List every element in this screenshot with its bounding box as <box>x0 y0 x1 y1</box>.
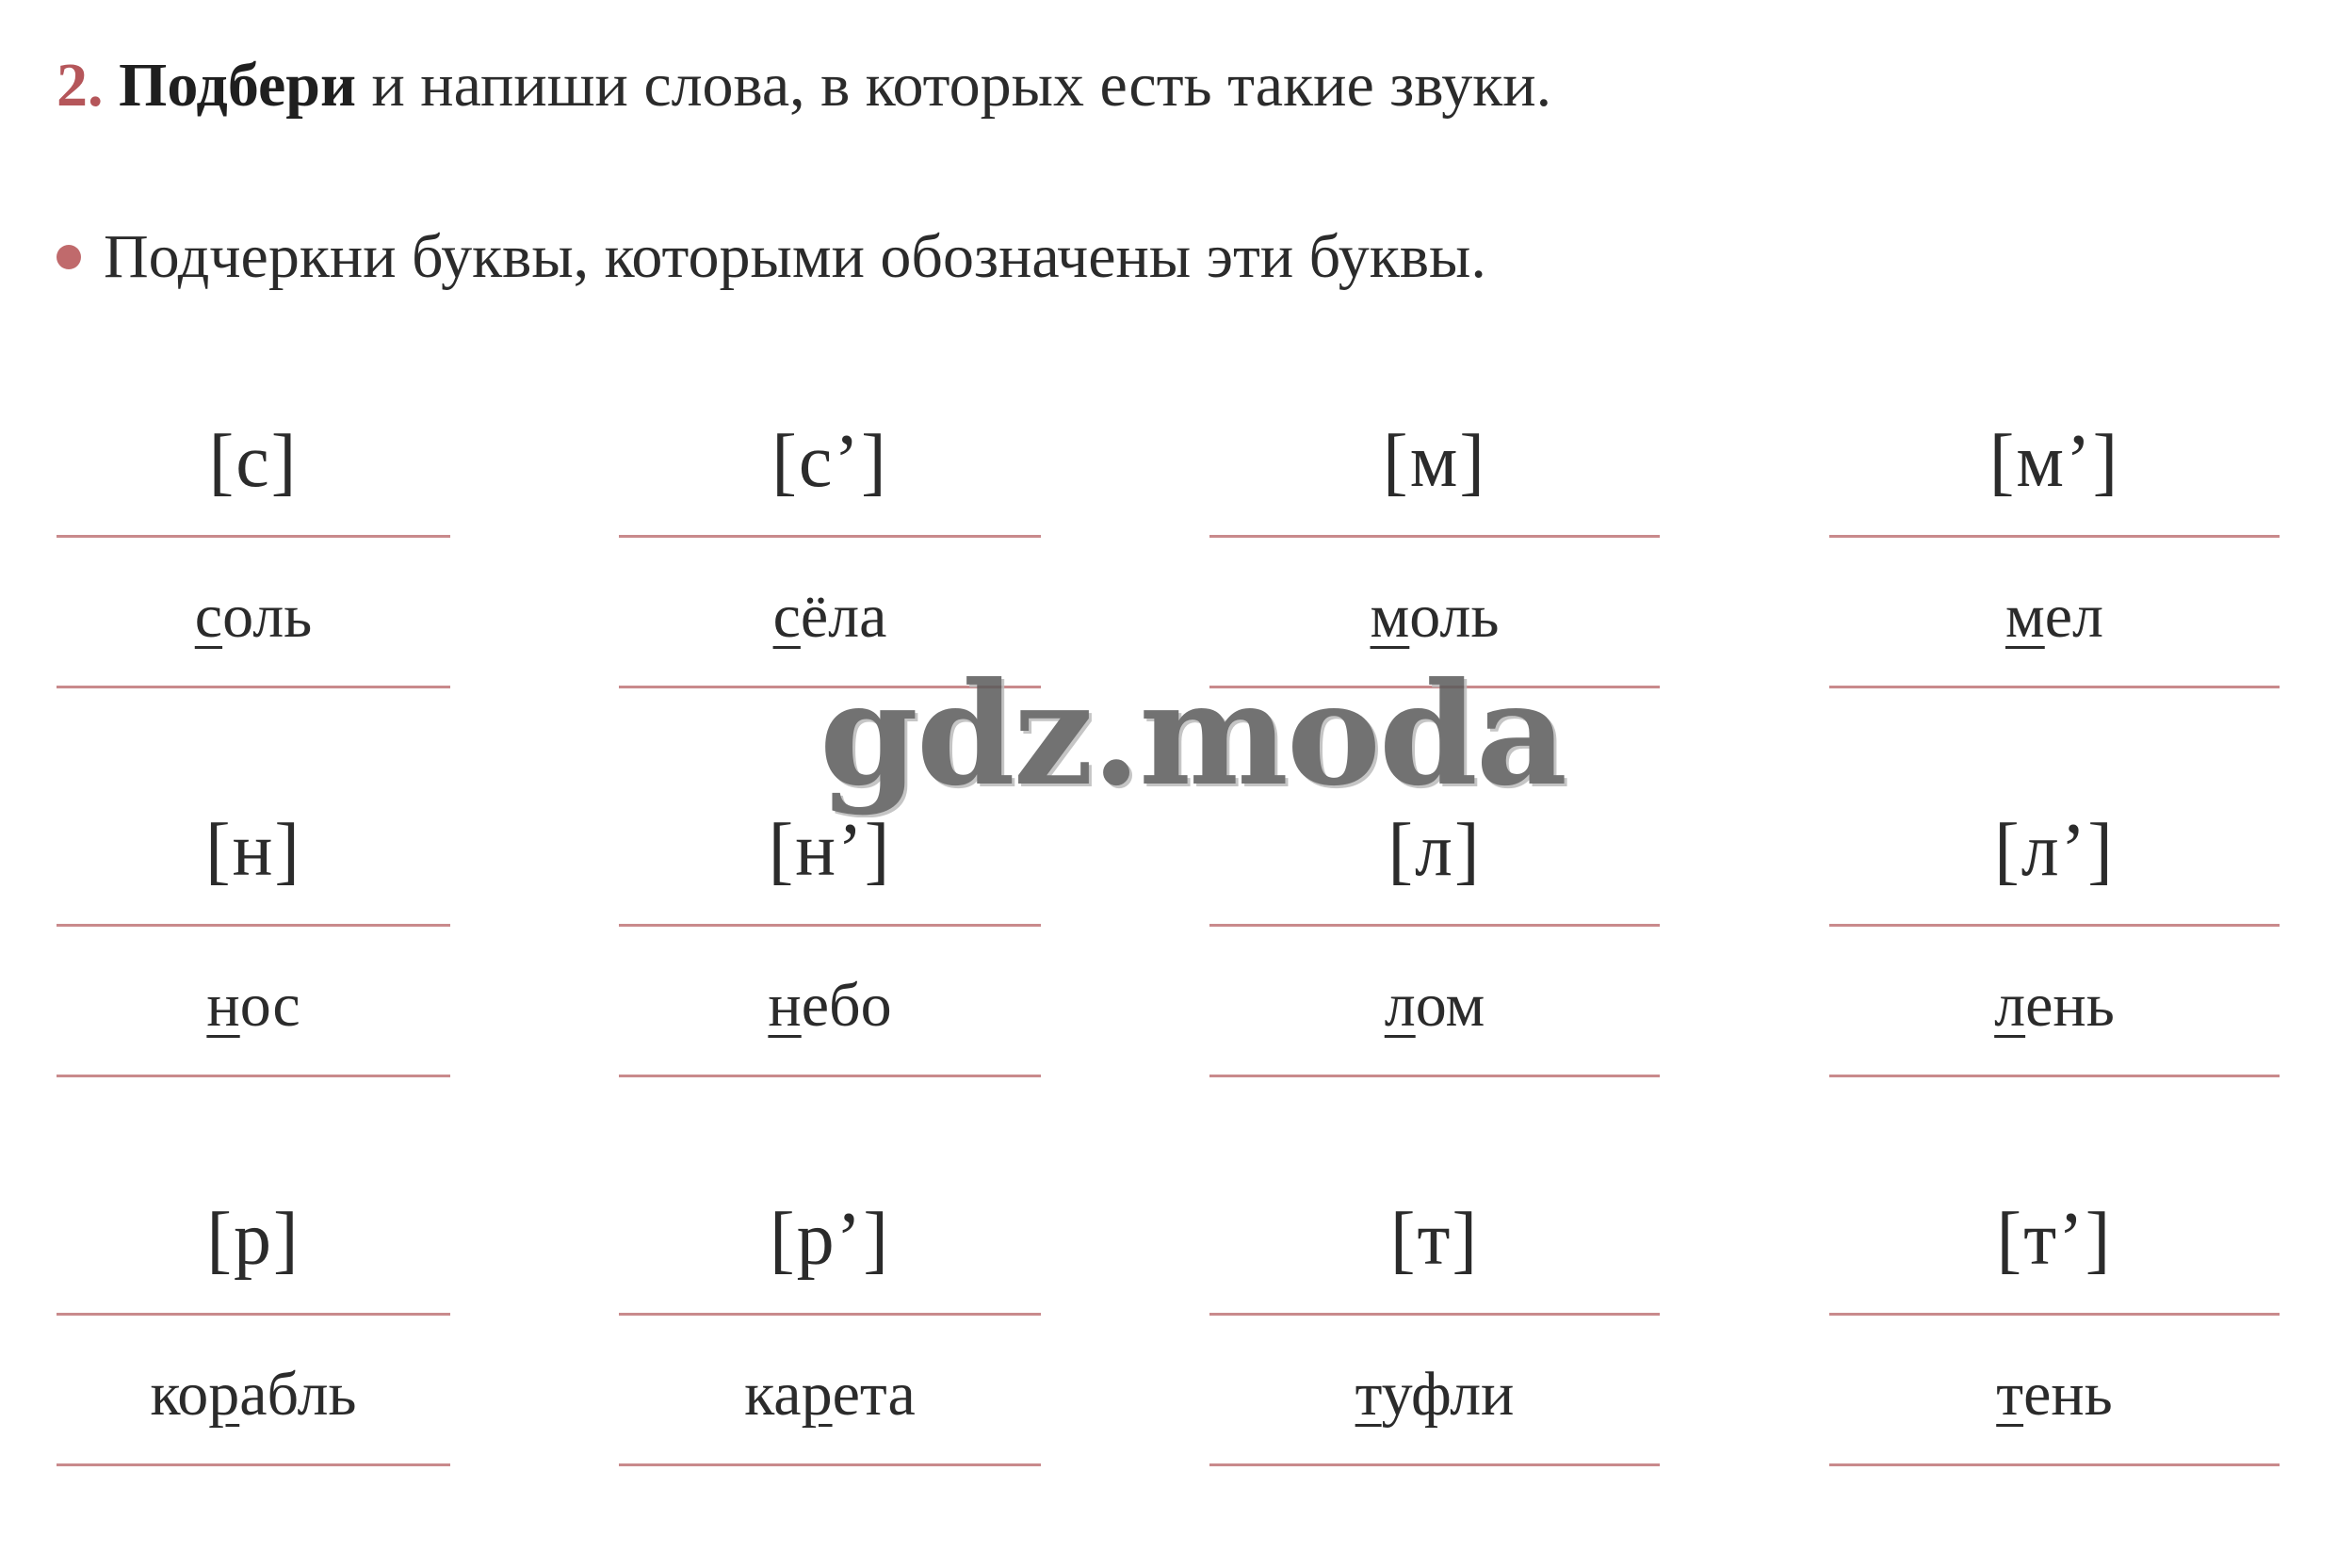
underlined-letter: т <box>1355 1360 1382 1429</box>
underlined-letter: т <box>1996 1360 2024 1429</box>
task-text: и напиши слова, в которых есть такие звуки. <box>355 51 1552 120</box>
word-prefix: ко <box>150 1360 209 1429</box>
sound-cell <box>1209 803 1660 1123</box>
divider-line <box>1829 1313 2280 1316</box>
sound-label: [т’] <box>1996 1198 2113 1281</box>
word-prefix: ка <box>744 1360 802 1429</box>
sound-label: [м’] <box>1988 420 2120 503</box>
sound-label: [н] <box>204 809 302 892</box>
underlined-letter: л <box>1384 971 1416 1040</box>
underlined-letter: н <box>768 971 802 1040</box>
underlined-letter: с <box>772 582 801 651</box>
divider-line <box>57 686 450 688</box>
task-verb: Подбери <box>119 51 356 120</box>
sound-label: [р] <box>206 1198 300 1281</box>
divider-line <box>57 1463 450 1466</box>
word-suffix: ета <box>832 1360 916 1429</box>
word-suffix: уфли <box>1381 1360 1515 1429</box>
word-suffix: ень <box>2025 971 2115 1040</box>
divider-line <box>1209 1463 1660 1466</box>
sound-cell <box>1209 1192 1660 1512</box>
watermark: gdz.moda <box>820 652 1566 817</box>
divider-line <box>57 924 450 927</box>
divider-line <box>1829 924 2280 927</box>
word-answer <box>619 1352 1041 1437</box>
divider-line <box>1829 535 2280 538</box>
word-answer <box>1829 963 2280 1048</box>
divider-line <box>619 1313 1041 1316</box>
sound-label: [н’] <box>768 809 892 892</box>
underlined-letter: м <box>1370 582 1410 651</box>
divider-line <box>1829 686 2280 688</box>
divider-line <box>1829 1075 2280 1077</box>
sound-cell <box>1829 1192 2280 1512</box>
word-suffix: оль <box>1409 582 1500 651</box>
word-answer <box>57 574 450 659</box>
word-answer <box>1209 1352 1660 1437</box>
divider-line <box>57 1313 450 1316</box>
word-suffix: ос <box>239 971 300 1040</box>
word-suffix: ом <box>1415 971 1485 1040</box>
underlined-letter: р <box>208 1360 240 1429</box>
sound-label: [с] <box>208 420 299 503</box>
word-suffix: ебо <box>801 971 892 1040</box>
divider-line <box>619 535 1041 538</box>
sound-cell <box>57 414 450 735</box>
divider-line <box>619 1075 1041 1077</box>
sound-cell <box>1829 414 2280 735</box>
word-answer <box>619 574 1041 659</box>
sound-cell <box>57 1192 450 1512</box>
divider-line <box>1829 1463 2280 1466</box>
divider-line <box>1209 1075 1660 1077</box>
task-number: 2. <box>57 51 104 120</box>
task-heading <box>57 51 1552 120</box>
bullet-icon <box>57 245 81 269</box>
sound-label: [р’] <box>770 1198 890 1281</box>
word-suffix: ёла <box>800 582 887 651</box>
divider-line <box>1209 1313 1660 1316</box>
word-suffix: абль <box>239 1360 357 1429</box>
sound-label: [т] <box>1389 1198 1480 1281</box>
word-answer <box>57 963 450 1048</box>
underlined-letter: р <box>801 1360 833 1429</box>
divider-line <box>1209 535 1660 538</box>
sound-cell <box>1829 803 2280 1123</box>
word-answer <box>1829 1352 2280 1437</box>
underlined-letter: н <box>206 971 240 1040</box>
word-suffix: ел <box>2044 582 2103 651</box>
divider-line <box>1209 924 1660 927</box>
sound-cell <box>619 1192 1041 1512</box>
sound-label: [с’] <box>771 420 888 503</box>
word-suffix: оль <box>222 582 313 651</box>
word-answer <box>57 1352 450 1437</box>
instruction-text: Подчеркни буквы, которыми обозначены эти буквы. <box>104 222 1486 291</box>
word-answer <box>1829 574 2280 659</box>
divider-line <box>57 1075 450 1077</box>
sound-cell <box>57 803 450 1123</box>
instruction <box>57 222 1486 291</box>
word-answer <box>1209 574 1660 659</box>
sound-cell <box>619 803 1041 1123</box>
sound-label: [л’] <box>1994 809 2115 892</box>
word-answer <box>1209 963 1660 1048</box>
word-suffix: ень <box>2023 1360 2113 1429</box>
word-answer <box>619 963 1041 1048</box>
underlined-letter: с <box>194 582 223 651</box>
divider-line <box>619 924 1041 927</box>
sound-label: [м] <box>1383 420 1486 503</box>
divider-line <box>619 1463 1041 1466</box>
underlined-letter: л <box>1994 971 2026 1040</box>
divider-line <box>57 535 450 538</box>
underlined-letter: м <box>2005 582 2045 651</box>
sound-label: [л] <box>1388 809 1482 892</box>
